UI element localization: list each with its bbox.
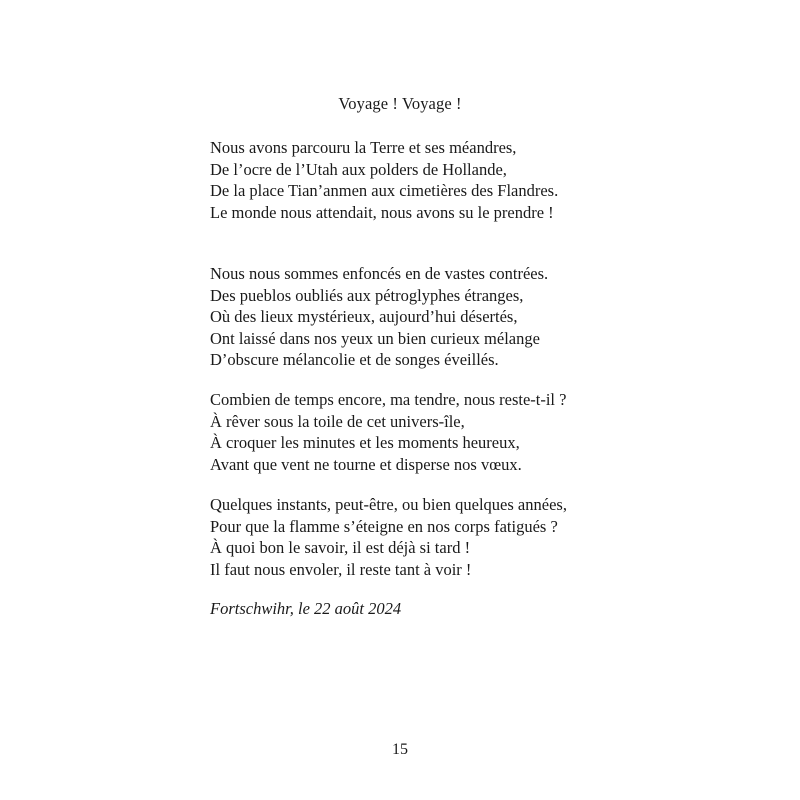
- stanza-3: [210, 389, 566, 475]
- page-number: 15: [392, 741, 408, 758]
- poem-line: De la place Tian’anmen aux cimetières des Flandres.: [210, 181, 559, 200]
- poem-line: À rêver sous la toile de cet univers-île,: [210, 411, 465, 431]
- poem-line: Ont laissé dans nos yeux un bien curieux mélange: [210, 328, 540, 348]
- poem-line: Nous avons parcouru la Terre et ses méandres,: [210, 138, 517, 157]
- stanza-4: [210, 494, 567, 580]
- poem-line: Combien de temps encore, ma tendre, nous reste-t-il ?: [210, 390, 567, 409]
- poem-line: Où des lieux mystérieux, aujourd’hui désertés,: [210, 307, 518, 326]
- poem-line: Le monde nous attendait, nous avons su le prendre !: [210, 202, 554, 222]
- stanza-2: [210, 263, 548, 371]
- poem-line: Il faut nous envoler, il reste tant à voir !: [210, 559, 472, 579]
- poem-line: À croquer les minutes et les moments heureux,: [210, 433, 520, 452]
- poem-line: Avant que vent ne tourne et disperse nos vœux.: [210, 454, 522, 474]
- poem-title: Voyage ! Voyage !: [338, 94, 462, 113]
- poem-line: De l’ocre de l’Utah aux polders de Hollande,: [210, 159, 507, 179]
- poem-signature: Fortschwihr, le 22 août 2024: [210, 599, 402, 618]
- poem-line: À quoi bon le savoir, il est déjà si tard !: [210, 538, 471, 557]
- stanza-1: [210, 137, 558, 223]
- poem-line: Pour que la flamme s’éteigne en nos corps fatigués ?: [210, 516, 558, 536]
- poem-line: Quelques instants, peut-être, ou bien quelques années,: [210, 495, 567, 514]
- poem-line: D’obscure mélancolie et de songes éveillés.: [210, 350, 499, 369]
- poem-line: Des pueblos oubliés aux pétroglyphes étranges,: [210, 285, 524, 305]
- poem-line: Nous nous sommes enfoncés en de vastes contrées.: [210, 264, 549, 283]
